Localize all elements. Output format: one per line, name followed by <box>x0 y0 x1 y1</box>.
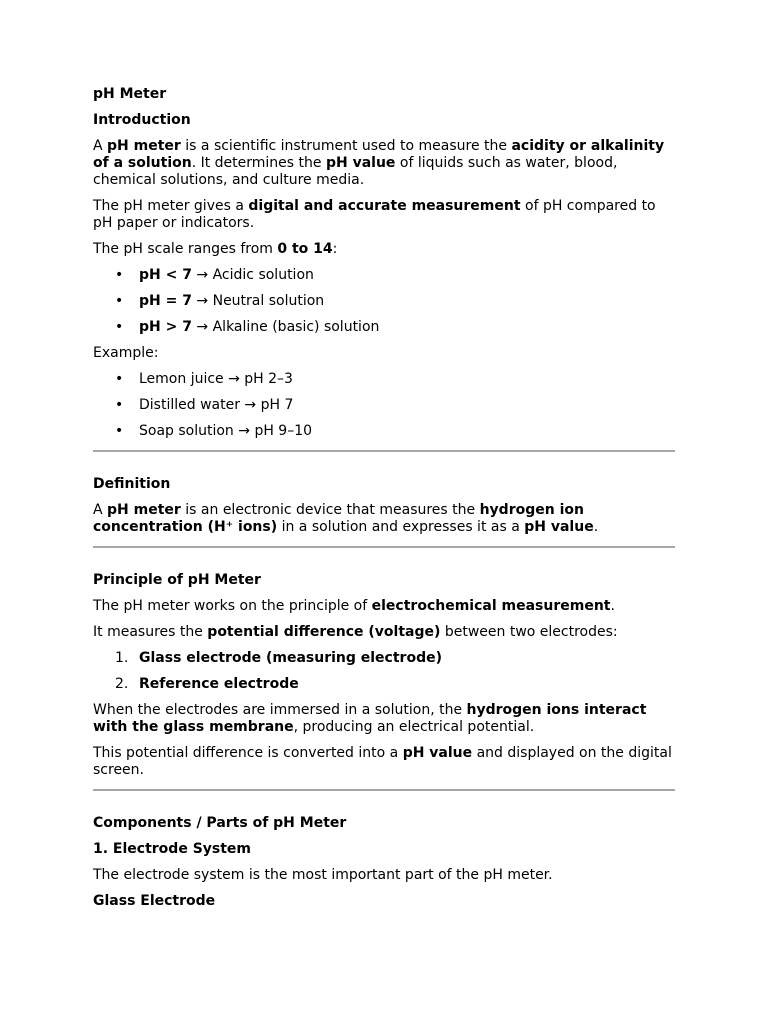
text-run: It measures the <box>93 624 208 640</box>
bold-run: pH value <box>524 519 594 535</box>
principle-paragraph-1 <box>93 598 675 615</box>
bold-run: 0 to 14 <box>277 241 333 257</box>
list-item <box>93 293 675 310</box>
text-run: When the electrodes are immersed in a solution, the <box>93 702 467 718</box>
bullet-icon: • <box>115 267 124 283</box>
components-paragraph: The electrode system is the most important part of the pH meter. <box>93 867 553 883</box>
principle-paragraph-2 <box>93 624 675 641</box>
intro-paragraph-1 <box>93 138 675 189</box>
bold-run: acidity or alkalinity of a solution <box>93 138 665 171</box>
bullet-icon: • <box>115 319 124 335</box>
ph-scale-list <box>93 267 675 336</box>
text-run: A <box>93 138 108 154</box>
list-item <box>93 676 675 693</box>
list-number: 2. <box>115 676 129 692</box>
bold-run: pH < 7 <box>139 267 192 283</box>
bold-run: pH = 7 <box>139 293 192 309</box>
bold-run: hydrogen ion concentration (H⁺ ions) <box>93 502 584 535</box>
text-run: : <box>332 241 338 257</box>
text-run: → Acidic solution <box>191 267 314 283</box>
document-page <box>93 86 675 910</box>
text-run: in a solution and expresses it as a <box>277 519 525 535</box>
principle-paragraph-4 <box>93 745 675 779</box>
list-item <box>93 319 675 336</box>
bold-run: electrochemical measurement <box>371 598 611 614</box>
bold-run: hydrogen ions interact with the glass membrane <box>93 702 647 735</box>
bold-run: potential difference (voltage) <box>207 624 441 640</box>
text-run: Lemon juice → pH 2–3 <box>139 371 293 387</box>
text-run: of pH compared to pH paper or indicators. <box>93 198 656 231</box>
text-run: Distilled water → pH 7 <box>139 397 294 413</box>
principle-paragraph-3 <box>93 702 675 736</box>
text-run: . <box>610 598 615 614</box>
text-run: The pH scale ranges from <box>93 241 278 257</box>
list-item <box>93 650 675 667</box>
text-run: is an electronic device that measures the <box>180 502 480 518</box>
electrode-list <box>93 650 675 693</box>
doc-title: pH Meter <box>93 86 167 102</box>
bullet-icon: • <box>115 423 124 439</box>
intro-paragraph-3 <box>93 241 675 258</box>
principle-heading: Principle of pH Meter <box>93 572 261 588</box>
list-item <box>93 267 675 284</box>
bullet-icon: • <box>115 397 124 413</box>
text-run: is a scientific instrument used to measure the <box>180 138 512 154</box>
bold-run: pH > 7 <box>139 319 192 335</box>
bold-run: Reference electrode <box>139 676 299 692</box>
electrode-system-subheading: 1. Electrode System <box>93 841 252 857</box>
bold-run: Glass electrode (measuring electrode) <box>139 650 442 666</box>
bold-run: pH meter <box>107 502 181 518</box>
list-item <box>93 423 675 440</box>
text-run: → Neutral solution <box>191 293 325 309</box>
text-run: The pH meter works on the principle of <box>93 598 372 614</box>
text-run: This potential difference is converted into a <box>93 745 403 761</box>
example-list <box>93 371 675 440</box>
bold-run: pH value <box>325 155 396 171</box>
bold-run: pH value <box>402 745 473 761</box>
intro-paragraph-2 <box>93 198 675 232</box>
example-label: Example: <box>93 345 159 361</box>
text-run: → Alkaline (basic) solution <box>191 319 380 335</box>
list-item <box>93 397 675 414</box>
definition-heading: Definition <box>93 476 171 492</box>
glass-electrode-subheading: Glass Electrode <box>93 893 216 909</box>
text-run: The pH meter gives a <box>93 198 249 214</box>
bullet-icon: • <box>115 293 124 309</box>
text-run: and displayed on the digital screen. <box>93 745 672 778</box>
intro-heading: Introduction <box>93 112 191 128</box>
text-run: , producing an electrical potential. <box>293 719 535 735</box>
text-run: A <box>93 502 108 518</box>
definition-paragraph <box>93 502 675 536</box>
text-run: between two electrodes: <box>440 624 618 640</box>
list-item <box>93 371 675 388</box>
list-number: 1. <box>115 650 129 666</box>
bold-run: pH meter <box>107 138 181 154</box>
text-run: of liquids such as water, blood, chemical solutions, and culture media. <box>93 155 618 188</box>
bold-run: digital and accurate measurement <box>248 198 521 214</box>
text-run: . It determines the <box>191 155 326 171</box>
components-heading: Components / Parts of pH Meter <box>93 815 347 831</box>
text-run: . <box>593 519 599 535</box>
bullet-icon: • <box>115 371 124 387</box>
text-run: Soap solution → pH 9–10 <box>139 423 313 439</box>
